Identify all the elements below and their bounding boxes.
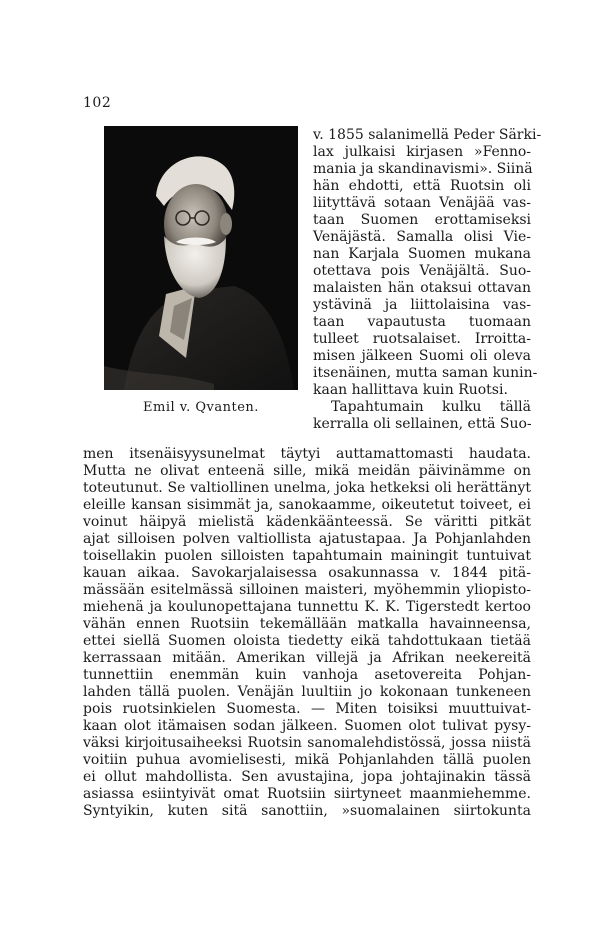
text-line: liityttävä sotaan Venäjää vas- [313,195,531,211]
text-line: mania ja skandinavismi». Siinä [313,161,533,177]
text-line: kerrassaan mitään. Amerikan villejä ja Afrikan neekereitä [83,650,531,666]
text-line: kaan hallittava kuin Ruotsi. [313,382,508,398]
text-line: asiassa esiintyivät omat Ruotsiin siirtyneet maanmiehemme. [83,786,531,802]
text-line: väksi kirjoitusaiheeksi Ruotsin sanomalehdistössä, jossa niistä [83,735,531,751]
text-line: lax julkaisi kirjasen »Fenno- [313,144,531,160]
text-line: Syntyikin, kuten sitä sanottiin, »suomalainen siirtokunta [83,803,531,819]
text-line: ettei siellä Suomen oloista tiedetty eikä tahdottukaan tietää [83,633,531,649]
text-line: Tapahtumain kulku tällä [331,399,531,415]
text-line: kaan olot itämaisen sodan jälkeen. Suomen olot tulivat pysy- [83,718,531,734]
text-line: kauan aikaa. Savokarjalaisessa osakunnassa v. 1844 pitä- [83,565,531,581]
figure-caption: Emil v. Qvanten. [143,400,259,415]
portrait-illustration [104,126,298,390]
text-line: pois ruotsinkielen Suomesta. — Miten toisiksi muuttuivat- [83,701,531,717]
text-line: ajat silloisen polven valtiollista ajatustapaa. Ja Pohjanlahden [83,531,531,547]
text-line: men itsenäisyysunelmat täytyi auttamattomasti haudata. [83,446,531,462]
text-line: otettava pois Venäjältä. Suo- [313,263,531,279]
text-line: ystävinä ja liittolaisina vas- [313,297,531,313]
text-line: taan Suomen erottamiseksi [313,212,531,228]
text-line: mässään esitelmässä silloinen maisteri, myöhemmin yliopisto- [83,582,531,598]
text-line: hän ehdotti, että Ruotsin oli [313,178,531,194]
text-line: toteutunut. Se valtiollinen unelma, joka hetkeksi oli herättänyt [83,480,531,496]
text-line: v. 1855 salanimellä Peder Särki- [313,127,542,143]
text-line: vähän ennen Ruotsiin tekemällään matkalla havainneensa, [83,616,531,632]
text-line: misen jälkeen Suomi oli oleva [313,348,531,364]
portrait-photo [104,126,298,390]
text-line: voinut häipyä mielistä kädenkäänteessä. Se väritti pitkät [83,514,531,530]
side-column-text [313,127,542,433]
text-line: tulleet ruotsalaiset. Irroitta- [313,331,531,347]
text-line: eleille kansan sisimmät ja, sanokaamme, oikeutetut toiveet, ei [83,497,531,513]
text-line: Mutta ne olivat enteenä sille, mikä meidän päivinämme on [83,463,531,479]
text-line: malaisten hän otaksui ottavan [313,280,531,296]
text-line: nan Karjala Suomen mukana [313,246,531,262]
text-line: itsenäinen, mutta saman kunin- [313,365,538,381]
text-line: toisellakin puolen silloisten tapahtumain mainingit tuntuivat [83,548,531,564]
text-line: taan vapautusta tuomaan [313,314,531,330]
full-column-text [83,446,531,820]
text-line: miehenä ja koulunopettajana tunnettu K. K. Tigerstedt kertoo [83,599,531,615]
text-line: Venäjästä. Samalla olisi Vie- [313,229,531,245]
text-line: ei ollut mahdollista. Sen avustajina, jopa johtajinakin tässä [83,769,531,785]
text-line: tunnettiin enemmän kuin vanhoja asetovereita Pohjan- [83,667,531,683]
text-line: lahden tällä puolen. Venäjän luultiin jo kokonaan tunkeneen [83,684,531,700]
text-line: kerralla oli sellainen, että Suo- [313,416,532,432]
page-number: 102 [83,95,112,111]
text-line: voitiin puhua avomielisesti, mikä Pohjanlahden tällä puolen [83,752,531,768]
